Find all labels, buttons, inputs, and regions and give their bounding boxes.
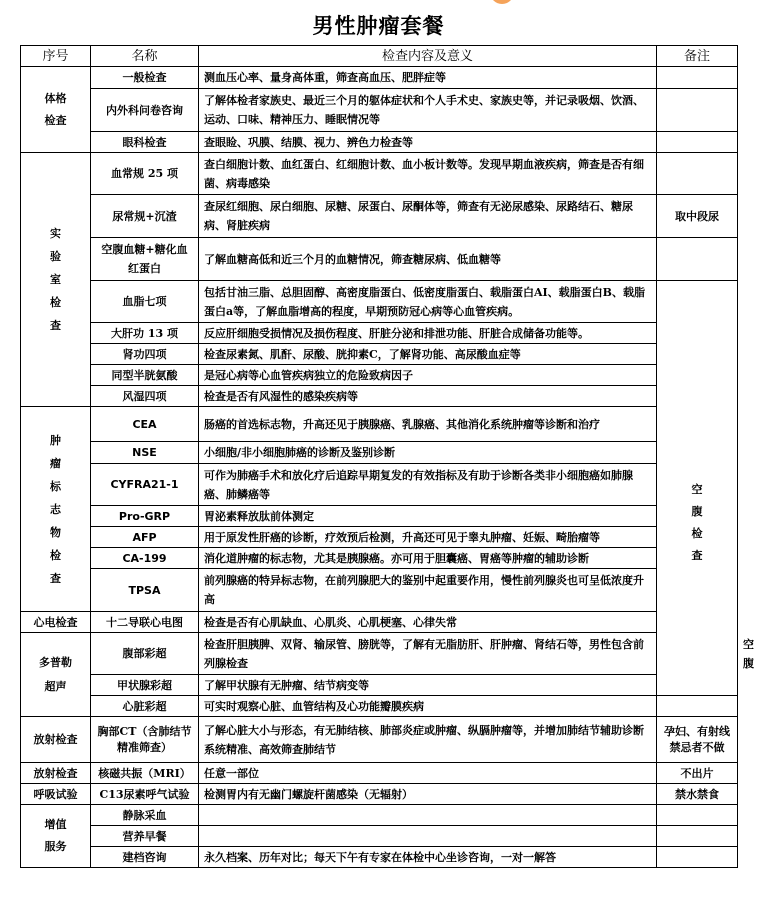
category-ecg: 心电检查	[21, 612, 91, 633]
table-row	[21, 323, 738, 344]
table-row	[21, 407, 738, 442]
category-value: 增值服务	[21, 805, 91, 868]
item-note	[657, 238, 738, 281]
table-row	[21, 195, 738, 238]
table-row	[21, 717, 738, 763]
item-note	[657, 826, 738, 847]
item-desc: 前列腺癌的特异标志物，在前列腺肥大的鉴别中起重要作用，慢性前列腺炎也可呈低浓度升高	[199, 569, 657, 612]
item-name: CA-199	[91, 548, 199, 569]
item-name: 静脉采血	[91, 805, 199, 826]
note-fasting-check: 空腹检查	[657, 281, 738, 696]
item-desc: 查眼睑、巩膜、结膜、视力、辨色力检查等	[199, 132, 657, 153]
item-desc: 查白细胞计数、血红蛋白、红细胞计数、血小板计数等。发现早期血液疾病，筛查是否有细菌、病毒感染	[199, 153, 657, 195]
table-row	[21, 132, 738, 153]
table-row	[21, 442, 738, 464]
item-desc: 检查尿素氮、肌酐、尿酸、胱抑素C，了解肾功能、高尿酸血症等	[199, 344, 657, 365]
item-name: CEA	[91, 407, 199, 442]
item-note	[657, 153, 738, 195]
item-desc: 任意一部位	[199, 763, 657, 784]
item-desc: 可作为肺癌手术和放化疗后追踪早期复发的有效指标及有助于诊断各类非小细胞癌如肺腺癌、肺鳞癌等	[199, 464, 657, 506]
table-row	[21, 826, 738, 847]
item-name: 眼科检查	[91, 132, 199, 153]
table-row	[21, 386, 738, 407]
item-desc: 检测胃内有无幽门螺旋杆菌感染（无辐射）	[199, 784, 657, 805]
table-row	[21, 675, 738, 696]
item-name: 心脏彩超	[91, 696, 199, 717]
item-name: TPSA	[91, 569, 199, 612]
item-name: 建档咨询	[91, 847, 199, 868]
item-name: 核磁共振（MRI）	[91, 763, 199, 784]
note-xray: 孕妇、有射线禁忌者不做	[657, 717, 738, 763]
item-name: 风湿四项	[91, 386, 199, 407]
item-desc: 检查肝胆胰脾、双肾、输尿管、膀胱等，了解有无脂肪肝、肝肿瘤、肾结石等，男性包含前列腺检查	[199, 633, 657, 675]
header-name: 名称	[91, 46, 199, 67]
item-desc: 测血压心率、量身高体重，筛查高血压、肥胖症等	[199, 67, 657, 89]
table-row	[21, 784, 738, 805]
page-title: 男性肿瘤套餐	[312, 14, 445, 38]
item-desc: 反应肝细胞受损情况及损伤程度、肝脏分泌和排泄功能、肝脏合成储备功能等。	[199, 323, 657, 344]
item-note	[657, 696, 738, 717]
table-row	[21, 344, 738, 365]
item-name: 甲状腺彩超	[91, 675, 199, 696]
item-desc: 了解血糖高低和近三个月的血糖情况，筛查糖尿病、低血糖等	[199, 238, 657, 281]
note-urine: 取中段尿	[657, 195, 738, 238]
item-desc: 小细胞/非小细胞肺癌的诊断及鉴别诊断	[199, 442, 657, 464]
item-name: 血脂七项	[91, 281, 199, 323]
table-row	[21, 89, 738, 132]
item-desc: 是冠心病等心血管疾病独立的危险致病因子	[199, 365, 657, 386]
table-row	[21, 612, 738, 633]
item-name: Pro-GRP	[91, 506, 199, 527]
item-desc: 可实时观察心脏、血管结构及心功能瓣膜疾病	[199, 696, 657, 717]
table-row	[21, 464, 738, 506]
table-row	[21, 527, 738, 548]
table-row	[21, 763, 738, 784]
item-desc: 胃泌素释放肽前体测定	[199, 506, 657, 527]
header-note: 备注	[657, 46, 738, 67]
category-ultrasound: 多普勒超声	[21, 633, 91, 717]
item-note	[657, 847, 738, 868]
table-header-row	[21, 46, 738, 67]
table-row	[21, 238, 738, 281]
item-name: 肾功四项	[91, 344, 199, 365]
table-row	[21, 281, 738, 323]
top-accent-decoration	[490, 0, 514, 4]
item-note	[657, 132, 738, 153]
table-row	[21, 548, 738, 569]
item-name: 胸部CT（含肺结节精准筛查）	[91, 717, 199, 763]
item-desc: 查尿红细胞、尿白细胞、尿糖、尿蛋白、尿酮体等，筛查有无泌尿感染、尿路结石、糖尿病、肾脏疾病	[199, 195, 657, 238]
item-name: 营养早餐	[91, 826, 199, 847]
item-desc: 检查是否有风湿性的感染疾病等	[199, 386, 657, 407]
item-name: CYFRA21-1	[91, 464, 199, 506]
item-desc: 肠癌的首选标志物，升高还见于胰腺癌、乳腺癌、其他消化系统肿瘤等诊断和治疗	[199, 407, 657, 442]
table-row	[21, 569, 738, 612]
item-name: 大肝功 13 项	[91, 323, 199, 344]
item-desc	[199, 826, 657, 847]
item-desc: 消化道肿瘤的标志物，尤其是胰腺癌。亦可用于胆囊癌、胃癌等肿瘤的辅助诊断	[199, 548, 657, 569]
item-desc: 检查是否有心肌缺血、心肌炎、心肌梗塞、心律失常	[199, 612, 657, 633]
exam-package-table	[20, 45, 754, 868]
item-desc: 用于原发性肝癌的诊断，疗效预后检测，升高还可见于睾丸肿瘤、妊娠、畸胎瘤等	[199, 527, 657, 548]
item-name: AFP	[91, 527, 199, 548]
category-xray: 放射检查	[21, 717, 91, 763]
table-row	[21, 153, 738, 195]
item-desc: 包括甘油三脂、总胆固醇、高密度脂蛋白、低密度脂蛋白、载脂蛋白AI、载脂蛋白B、载脂蛋白a等，了解血脂增高的程度，早期预防冠心病等心血管疾病。	[199, 281, 657, 323]
item-name: 内外科问卷咨询	[91, 89, 199, 132]
item-name: 空腹血糖+糖化血红蛋白	[91, 238, 199, 281]
item-desc: 了解心脏大小与形态，有无肺结核、肺部炎症或肿瘤、纵膈肿瘤等，并增加肺结节辅助诊断系统精准、高效筛查肺结节	[199, 717, 657, 763]
category-mri: 放射检查	[21, 763, 91, 784]
table-row	[21, 847, 738, 868]
note-mri: 不出片	[657, 763, 738, 784]
table-row	[21, 506, 738, 527]
header-no: 序号	[21, 46, 91, 67]
table-row	[21, 67, 738, 89]
item-desc: 了解甲状腺有无肿瘤、结节病变等	[199, 675, 657, 696]
table-row	[21, 805, 738, 826]
item-name: 血常规 25 项	[91, 153, 199, 195]
item-name: 腹部彩超	[91, 633, 199, 675]
category-tumor: 肿瘤标志物检查	[21, 407, 91, 612]
item-note	[657, 89, 738, 132]
header-content: 检查内容及意义	[199, 46, 657, 67]
item-desc: 永久档案、历年对比；每天下午有专家在体检中心坐诊咨询，一对一解答	[199, 847, 657, 868]
item-note	[657, 67, 738, 89]
table-row	[21, 365, 738, 386]
item-name: 同型半胱氨酸	[91, 365, 199, 386]
item-name: NSE	[91, 442, 199, 464]
item-desc	[199, 805, 657, 826]
item-name: C13尿素呼气试验	[91, 784, 199, 805]
item-name: 尿常规+沉渣	[91, 195, 199, 238]
category-lab: 实验室检查	[21, 153, 91, 407]
item-desc: 了解体检者家族史、最近三个月的躯体症状和个人手术史、家族史等，并记录吸烟、饮酒、运动、口味、精神压力、睡眠情况等	[199, 89, 657, 132]
table-row: 多普勒超声 腹部彩超 检查肝胆胰脾、双肾、输尿管、膀胱等，了解有无脂肪肝、肝肿瘤、肾结石等，男性包含前列腺检查 空腹	[21, 633, 738, 675]
item-note	[657, 805, 738, 826]
note-breath: 禁水禁食	[657, 784, 738, 805]
table-row	[21, 696, 738, 717]
category-physical: 体格检查	[21, 67, 91, 153]
item-name: 十二导联心电图	[91, 612, 199, 633]
category-breath: 呼吸试验	[21, 784, 91, 805]
item-name: 一般检查	[91, 67, 199, 89]
